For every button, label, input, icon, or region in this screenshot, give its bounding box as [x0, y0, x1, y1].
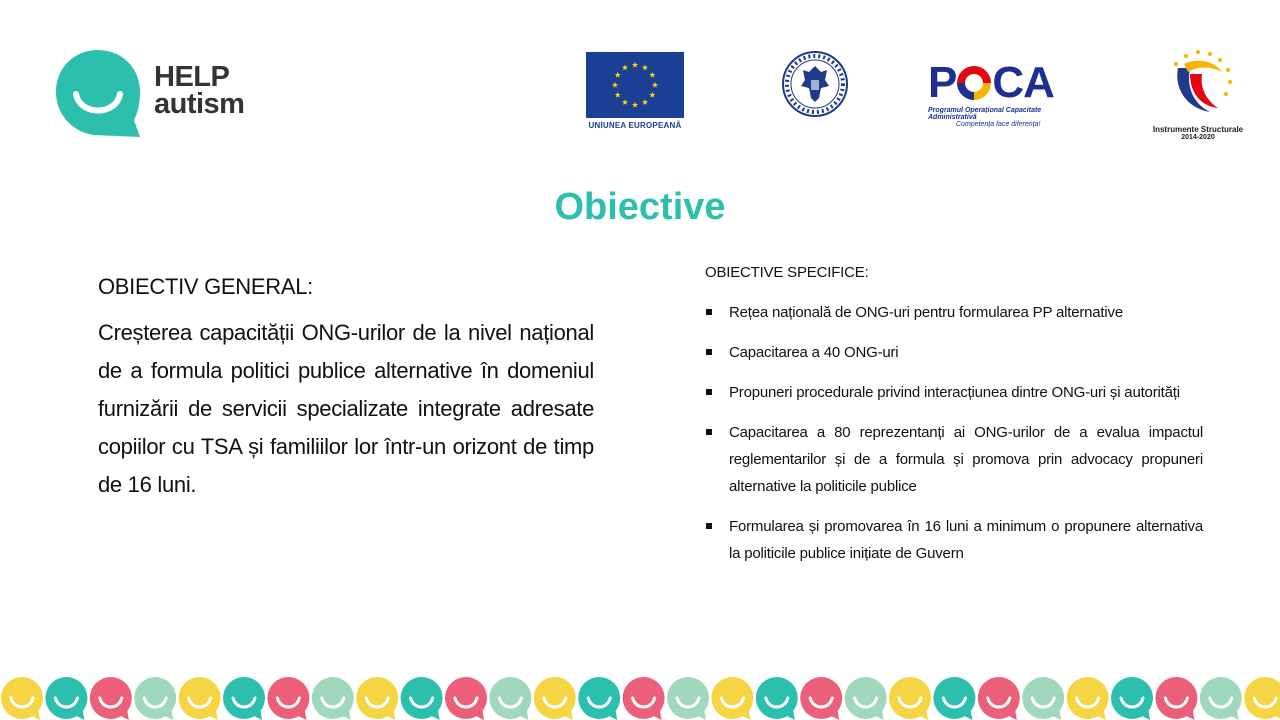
government-seal-logo [781, 50, 849, 118]
list-item-text: Capacitarea a 80 reprezentanți ai ONG-urilor de a evalua impactul reglementarilor și de a formula și promova prin advocacy propuneri alternative la politicile publice [729, 424, 1203, 495]
logo-line-help: HELP [154, 61, 230, 93]
general-objective-text: Creșterea capacității ONG-urilor de la nivel național de a formula politici publice alternative în domeniul furnizării de servicii specializate integrate adresate copiilor cu TSA și familiilor lor într-un orizont de timp de 16 luni. [98, 320, 594, 497]
speech-bubble-icon [445, 677, 487, 720]
list-item-text: Propuneri procedurale privind interacțiunea dintre ONG-uri și autorități [729, 384, 1180, 401]
help-autism-logo [54, 48, 254, 140]
speech-bubble-icon [1155, 677, 1197, 720]
specific-objectives-list [705, 299, 1203, 567]
speech-bubble-icon [1244, 677, 1280, 720]
square-bullet-icon [706, 429, 712, 435]
slide-title: Obiective [554, 186, 726, 228]
list-item-text: Capacitarea a 40 ONG-uri [729, 344, 899, 361]
square-bullet-icon [706, 309, 712, 315]
speech-bubble-icon [223, 677, 265, 720]
list-item [705, 419, 1203, 500]
poca-letters-ca: CA [992, 58, 1054, 107]
speech-bubble-icon [534, 677, 576, 720]
eu-logo [586, 52, 684, 130]
logo-line-autism: autism [154, 88, 245, 120]
speech-bubble-icon [489, 677, 531, 720]
specific-objectives-section [705, 264, 1203, 580]
poca-wordmark [928, 60, 1082, 106]
speech-bubble-icon [1, 677, 43, 720]
list-item [705, 299, 1203, 326]
instrumente-structurale-logo [1146, 48, 1250, 144]
poca-logo [928, 60, 1082, 128]
list-item-text: Rețea națională de ONG-uri pentru formularea PP alternative [729, 304, 1123, 321]
speech-bubble-icon [889, 677, 931, 720]
poca-o-ring-icon [957, 66, 991, 100]
speech-bubble-icon [1111, 677, 1153, 720]
speech-bubble-icon [845, 677, 887, 720]
speech-bubble-icon [800, 677, 842, 720]
speech-bubble-icon [90, 677, 132, 720]
speech-bubble-icon [1067, 677, 1109, 720]
speech-bubble-icon [578, 677, 620, 720]
speech-bubble-icon [401, 677, 443, 720]
speech-bubble-icon [933, 677, 975, 720]
speech-bubble-icon [711, 677, 753, 720]
speech-bubble-icon [667, 677, 709, 720]
poca-program-name: Programul Operațional Capacitate Administrativă [928, 107, 1042, 121]
square-bullet-icon [706, 523, 712, 529]
instrumente-period: 2014-2020 [1181, 134, 1215, 141]
romanian-coat-of-arms-icon [781, 50, 849, 118]
list-item [705, 379, 1203, 406]
list-item [705, 339, 1203, 366]
eu-flag-icon [586, 52, 684, 118]
speech-bubble-icon [134, 677, 176, 720]
speech-bubble-icon [45, 677, 87, 720]
specific-objectives-heading: OBIECTIVE SPECIFICE: [705, 264, 869, 281]
general-objective-section [98, 274, 594, 504]
speech-bubble-icon [978, 677, 1020, 720]
speech-bubble-icon [179, 677, 221, 720]
square-bullet-icon [706, 349, 712, 355]
speech-bubble-icon [312, 677, 354, 720]
footer-bubble-border [0, 674, 1280, 720]
list-item-text: Formularea și promovarea în 16 luni a minimum o propunere alternativa la politicile publice inițiate de Guvern [729, 518, 1203, 562]
eu-caption: UNIUNEA EUROPEANĂ [588, 121, 682, 130]
speech-bubble-icon [356, 677, 398, 720]
poca-letter-p: P [928, 58, 957, 107]
speech-bubble-icon [623, 677, 665, 720]
general-objective-heading: OBIECTIV GENERAL: [98, 274, 313, 299]
square-bullet-icon [706, 389, 712, 395]
help-autism-wordmark [154, 61, 245, 120]
list-item [705, 513, 1203, 567]
instrumente-caption: Instrumente Structurale [1152, 125, 1244, 134]
poca-slogan: Competența face diferența! [956, 121, 1041, 128]
speech-bubble-icon [1022, 677, 1064, 720]
speech-bubble-smile-icon [54, 48, 150, 140]
speech-bubble-icon [1200, 677, 1242, 720]
speech-bubble-icon [756, 677, 798, 720]
structural-instruments-emblem-icon [1160, 48, 1236, 118]
speech-bubble-icon [267, 677, 309, 720]
